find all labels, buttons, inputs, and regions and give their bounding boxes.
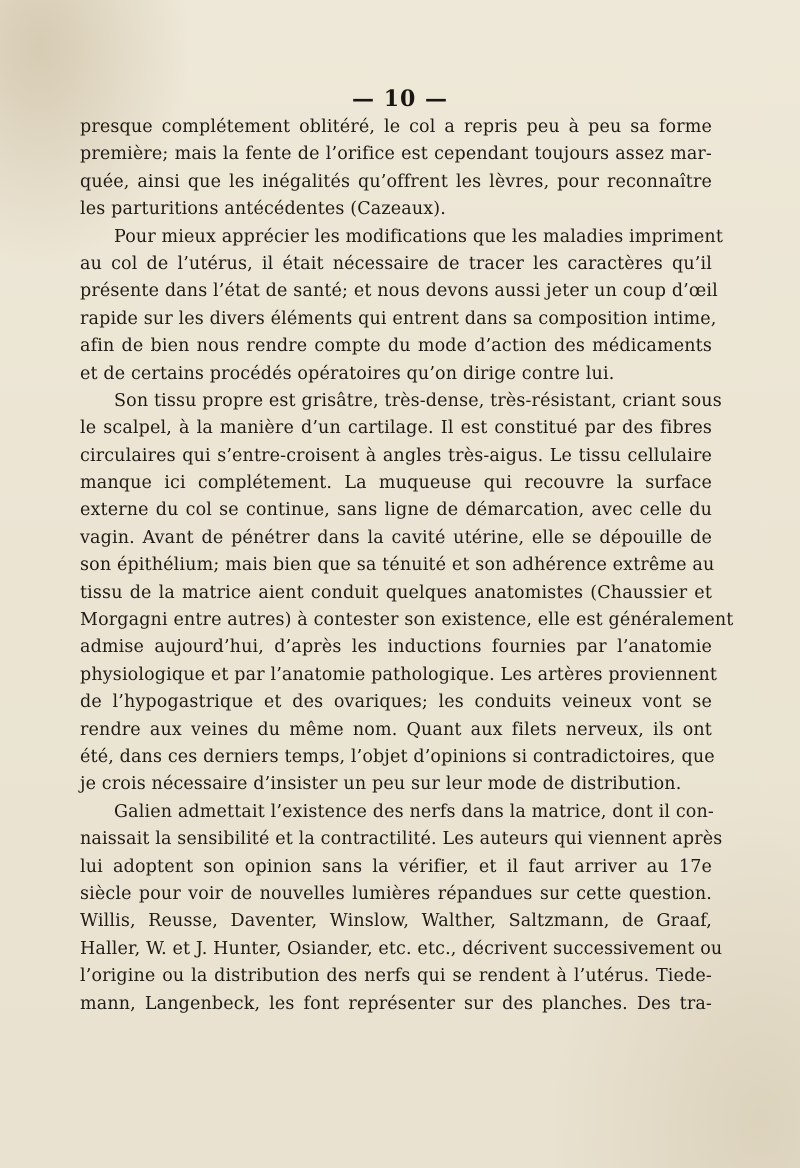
text-line: vagin. Avant de pénétrer dans la cavité utérine, elle se dépouille de bbox=[80, 527, 712, 548]
text-line: de l’hypogastrique et des ovariques; les conduits veineux vont se bbox=[80, 692, 712, 713]
text-line: externe du col se continue, sans ligne de démarcation, avec celle du bbox=[80, 500, 712, 521]
text-line: lui adoptent son opinion sans la vérifier, et il faut arriver au 17e bbox=[80, 856, 712, 877]
text-line: Morgagni entre autres) à contester son existence, elle est généralement bbox=[80, 610, 734, 631]
text-line: admise aujourd’hui, d’après les inductions fournies par l’anatomie bbox=[80, 637, 712, 658]
text-line: afin de bien nous rendre compte du mode d’action des médicaments bbox=[80, 336, 712, 357]
text-line: et de certains procédés opératoires qu’on dirige contre lui. bbox=[80, 363, 615, 384]
text-line: Son tissu propre est grisâtre, très-dense, très-résistant, criant sous bbox=[114, 390, 722, 411]
text-line: l’origine ou la distribution des nerfs qui se rendent à l’utérus. Tiede- bbox=[80, 966, 712, 987]
text-line: je crois nécessaire d’insister un peu sur leur mode de distribution. bbox=[80, 774, 682, 795]
text-line: rendre aux veines du même nom. Quant aux filets nerveux, ils ont bbox=[80, 719, 712, 740]
text-line: quée, ainsi que les inégalités qu’offrent les lèvres, pour reconnaître bbox=[80, 171, 712, 192]
page-number: — 10 — bbox=[352, 86, 448, 112]
text-line: son épithélium; mais bien que sa ténuité et son adhérence extrême au bbox=[80, 555, 715, 576]
text-line: le scalpel, à la manière d’un cartilage. Il est constitué par des fibres bbox=[80, 418, 712, 439]
text-line: Haller, W. et J. Hunter, Osiander, etc. etc., décrivent successivement ou bbox=[80, 938, 723, 959]
body-text bbox=[80, 114, 734, 1018]
text-line: tissu de la matrice aient conduit quelques anatomistes (Chaussier et bbox=[80, 582, 712, 603]
text-line: rapide sur les divers éléments qui entrent dans sa composition intime, bbox=[80, 308, 717, 329]
text-line: Pour mieux apprécier les modifications que les maladies impriment bbox=[114, 226, 724, 247]
text-line: circulaires qui s’entre-croisent à angles très-aigus. Le tissu cellulaire bbox=[80, 445, 712, 466]
text-line: été, dans ces derniers temps, l’objet d’opinions si contradictoires, que bbox=[80, 746, 715, 767]
text-line: physiologique et par l’anatomie pathologique. Les artères proviennent bbox=[80, 664, 718, 685]
text-line: naissait la sensibilité et la contractilité. Les auteurs qui viennent après bbox=[80, 829, 723, 850]
text-line: manque ici complétement. La muqueuse qui recouvre la surface bbox=[80, 473, 712, 494]
text-line: siècle pour voir de nouvelles lumières répandues sur cette question. bbox=[80, 883, 712, 904]
text-line: mann, Langenbeck, les font représenter sur des planches. Des tra- bbox=[80, 993, 712, 1014]
text-line: les parturitions antécédentes (Cazeaux). bbox=[80, 199, 446, 220]
text-line: présente dans l’état de santé; et nous devons aussi jeter un coup d’œil bbox=[80, 281, 718, 302]
text-line: première; mais la fente de l’orifice est cependant toujours assez mar- bbox=[80, 144, 712, 165]
text-line: Galien admettait l’existence des nerfs dans la matrice, dont il con- bbox=[114, 801, 714, 822]
text-line: Willis, Reusse, Daventer, Winslow, Walther, Saltzmann, de Graaf, bbox=[80, 911, 712, 932]
text-line: presque complétement oblitéré, le col a repris peu à peu sa forme bbox=[80, 117, 712, 137]
text-line: au col de l’utérus, il était nécessaire de tracer les caractères qu’il bbox=[80, 253, 712, 274]
